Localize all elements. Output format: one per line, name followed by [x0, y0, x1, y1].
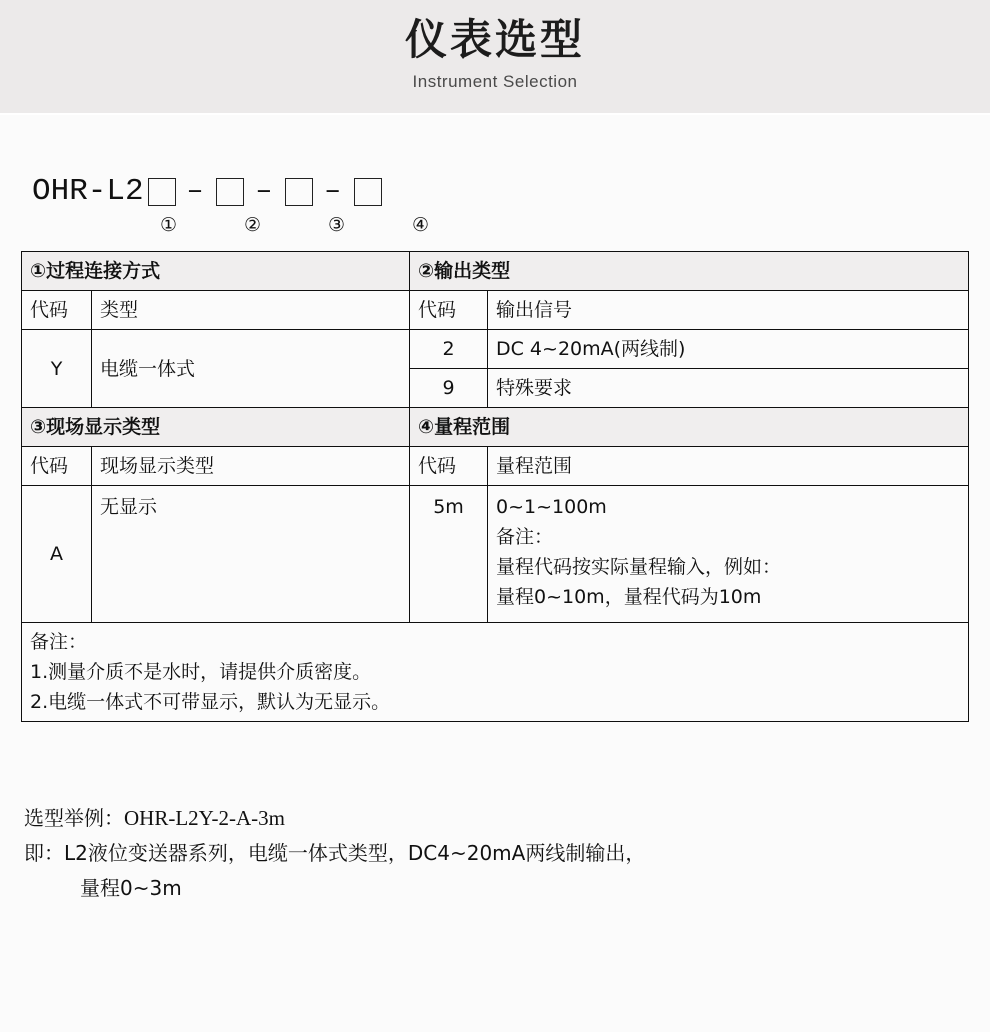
marker-1: ① [160, 214, 178, 236]
col-head-type-3: 现场显示类型 [92, 447, 410, 486]
range-note-line2: 量程0~10m，量程代码为10m [496, 586, 762, 608]
col-head-code-2: 代码 [410, 291, 488, 330]
col-head-code-4: 代码 [410, 447, 488, 486]
example-row-2: 即：L2液位变送器系列，电缆一体式类型，DC4~20mA两线制输出， [24, 841, 646, 865]
model-code-prefix: OHR-L2 [32, 174, 144, 209]
model-code-box-2[interactable] [216, 178, 244, 206]
section-heading-4: ④量程范围 [410, 408, 969, 447]
col-head-code-1: 代码 [22, 291, 92, 330]
marker-3: ③ [328, 214, 346, 236]
page-header [0, 0, 990, 113]
cell-code-1-y: Y [22, 330, 92, 408]
model-code-box-1[interactable] [148, 178, 176, 206]
selection-sheet [0, 115, 990, 1032]
selection-table [21, 251, 969, 722]
range-value: 0~1~100m [496, 496, 607, 518]
table-row [22, 447, 969, 486]
example-row-1 [24, 801, 964, 836]
cell-code-2-9: 9 [410, 369, 488, 408]
col-head-code-3: 代码 [22, 447, 92, 486]
model-code-box-3[interactable] [285, 178, 313, 206]
footnote-line-1: 1.测量介质不是水时，请提供介质密度。 [30, 661, 372, 683]
cell-code-2-2: 2 [410, 330, 488, 369]
table-row [22, 408, 969, 447]
cell-type-2-2: DC 4~20mA(两线制) [488, 330, 969, 369]
model-code-dash-2: – [255, 176, 273, 207]
marker-2: ② [244, 214, 262, 236]
table-row [22, 330, 969, 369]
section-heading-3: ③现场显示类型 [22, 408, 410, 447]
col-head-type-4: 量程范围 [488, 447, 969, 486]
col-head-type-1: 类型 [92, 291, 410, 330]
section-heading-2: ②输出类型 [410, 252, 969, 291]
example-label: 选型举例： [24, 806, 124, 830]
table-row [22, 623, 969, 722]
example-value: OHR-L2Y-2-A-3m [124, 806, 285, 830]
table-row [22, 486, 969, 623]
range-note-label: 备注： [496, 526, 554, 548]
example-row-3: 量程0~3m [80, 876, 182, 900]
marker-4: ④ [412, 214, 430, 236]
cell-type-3-a [92, 486, 410, 623]
table-row [22, 291, 969, 330]
table-row [22, 252, 969, 291]
section-heading-1: ①过程连接方式 [22, 252, 410, 291]
cell-code-4-5m: 5m [410, 486, 488, 623]
page-subtitle: Instrument Selection [412, 72, 578, 91]
range-note-line1: 量程代码按实际量程输入，例如： [496, 556, 782, 578]
model-code-dash-1: – [186, 176, 204, 207]
cell-type-3-a-text: 无显示 [100, 496, 158, 518]
model-code-box-4[interactable] [354, 178, 382, 206]
col-head-type-2: 输出信号 [488, 291, 969, 330]
cell-code-3-a: A [22, 486, 92, 623]
cell-type-2-9: 特殊要求 [488, 369, 969, 408]
model-code-line [32, 172, 382, 212]
footnote-line-2: 2.电缆一体式不可带显示，默认为无显示。 [30, 691, 391, 713]
cell-range-4 [488, 486, 969, 623]
example-block [24, 801, 964, 906]
cell-type-1-y: 电缆一体式 [92, 330, 410, 408]
page-title: 仪表选型 [404, 15, 585, 64]
model-code-dash-3: – [324, 176, 342, 207]
footnote-label: 备注： [30, 631, 88, 653]
footnote-cell [22, 623, 969, 722]
